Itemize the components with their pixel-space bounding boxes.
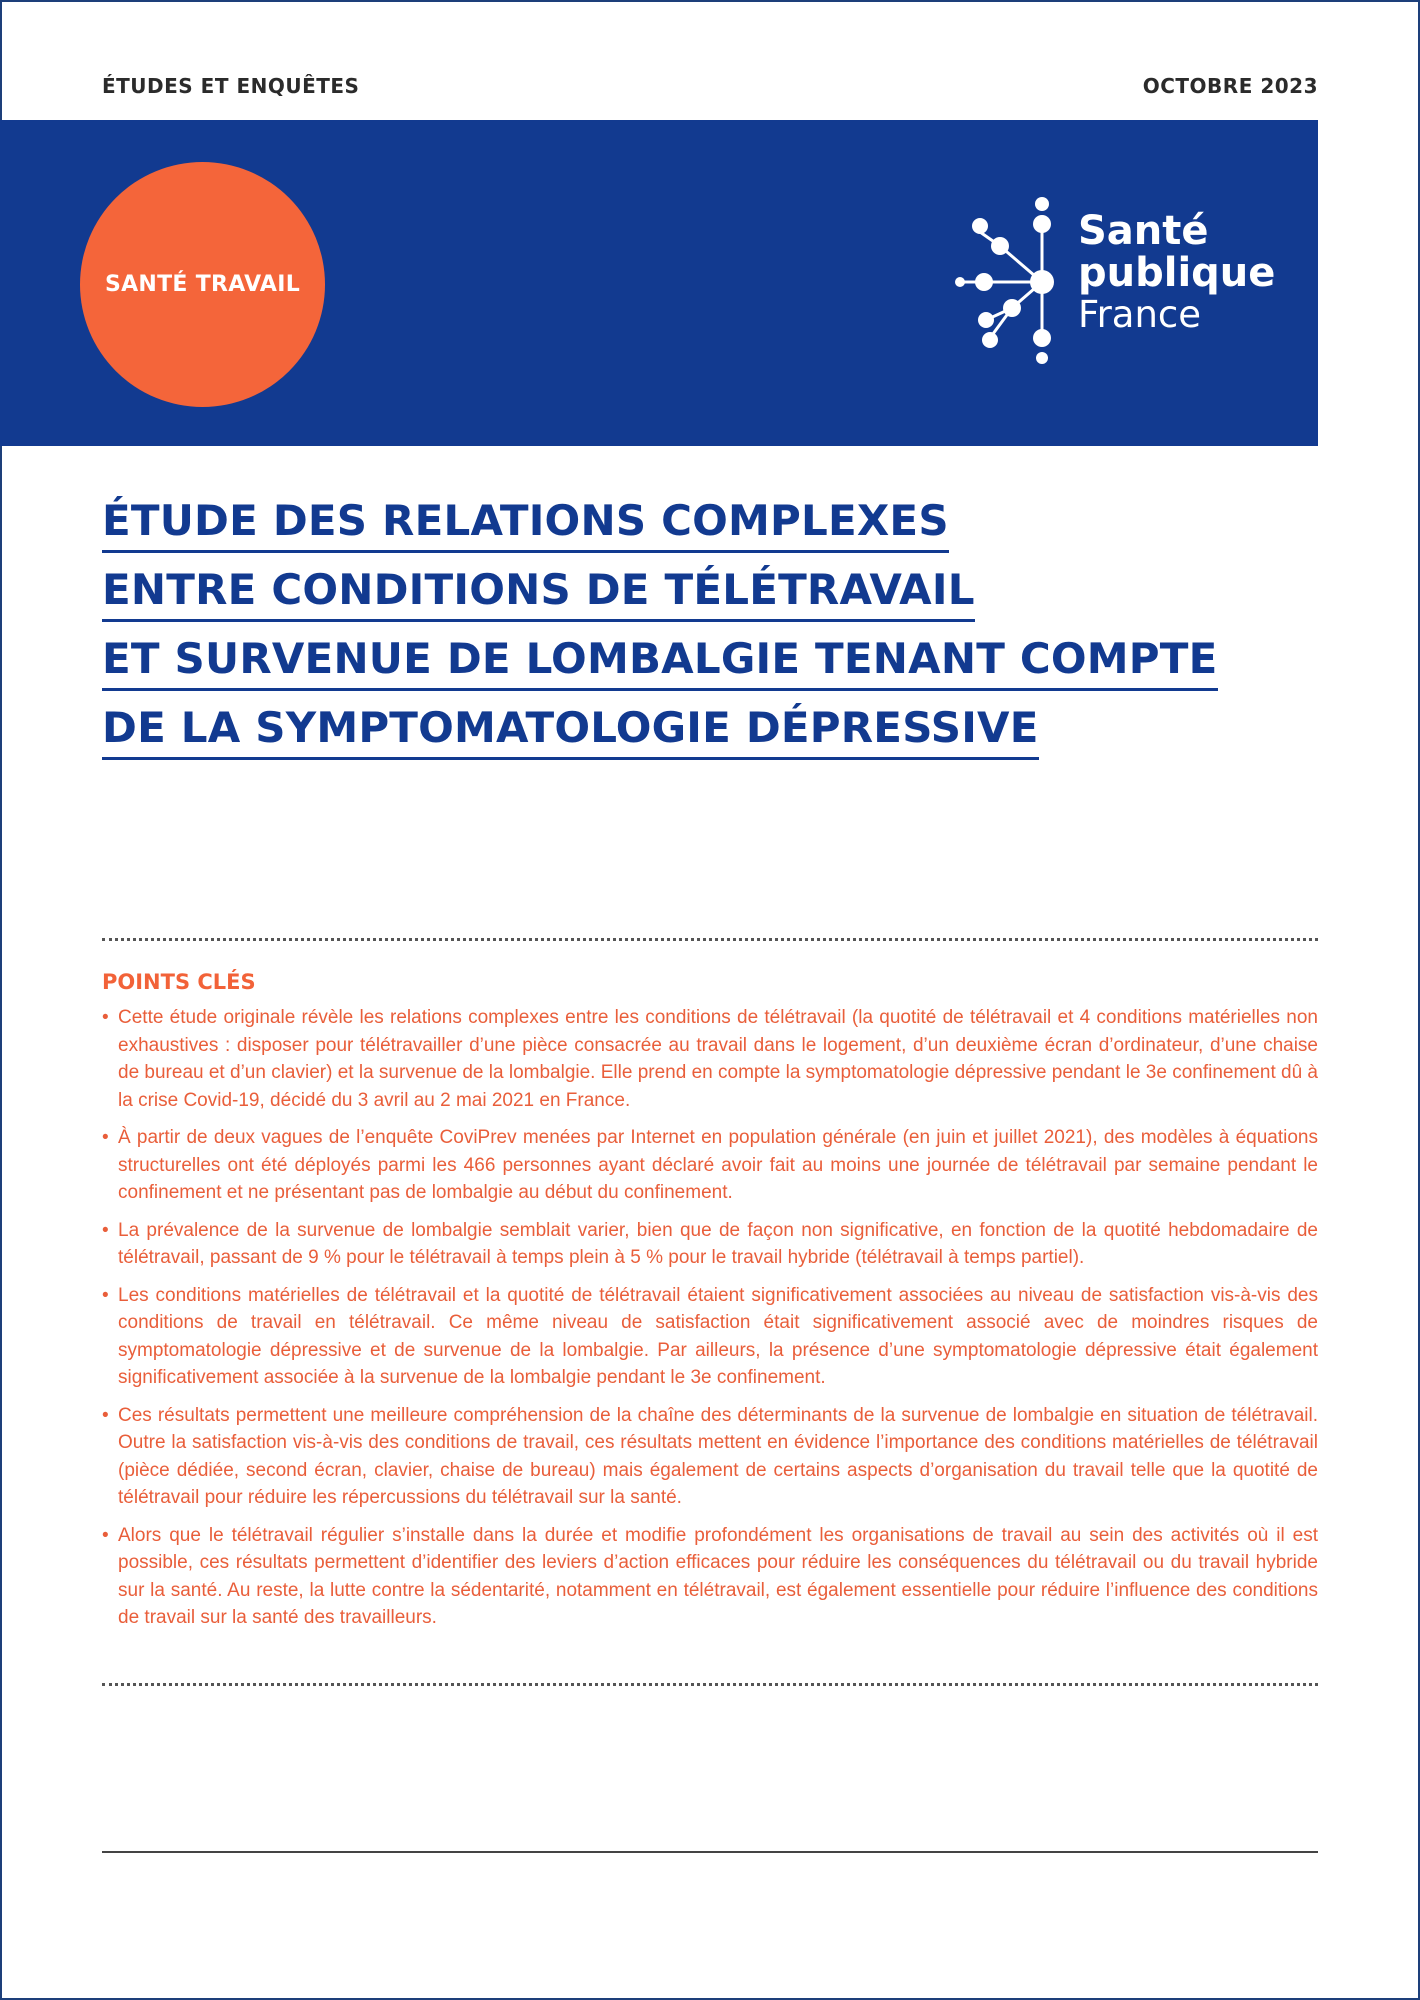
key-point-item: • Les conditions matérielles de télétravail et la quotité de télétravail étaient significativement associées au niveau de satisfaction vis-à-vis des conditions de travail en télétravail. Ce même niveau de satisfaction était significativement associé avec de moindres risques de symptomatologie dépressive et de survenue de la lombalgie. Par ailleurs, la présence d’une symptomatologie dépressive était également significativement associée à la survenue de la lombalgie pendant le 3e confinement. xyxy=(102,1282,1318,1392)
title-line: ET SURVENUE DE LOMBALGIE TENANT COMPTE xyxy=(102,634,1218,691)
network-dots-icon xyxy=(950,196,1075,366)
publication-date: OCTOBRE 2023 xyxy=(1142,74,1318,98)
key-point-item: • Ces résultats permettent une meilleure compréhension de la chaîne des déterminants de la survenue de lombalgie en situation de télétravail. Outre la satisfaction vis-à-vis des conditions de travail, ces résultats mettent en évidence l’importance des conditions matérielles de télétravail (pièce dédiée, second écran, clavier, chaise de bureau) mais également de certains aspects d’organisation du travail telle que la quotité de télétravail pour réduire les répercussions du télétravail sur la santé. xyxy=(102,1402,1318,1512)
logo-line-publique: publique xyxy=(1078,250,1276,296)
title-line: ENTRE CONDITIONS DE TÉLÉTRAVAIL xyxy=(102,565,975,622)
footer-rule xyxy=(102,1851,1318,1853)
dotted-divider-top xyxy=(102,938,1318,941)
title-line: ÉTUDE DES RELATIONS COMPLEXES xyxy=(102,496,949,553)
category-badge xyxy=(80,162,325,407)
dotted-divider-bottom xyxy=(102,1683,1318,1686)
key-point-item: • La prévalence de la survenue de lombalgie semblait varier, bien que de façon non significative, en fonction de la quotité hebdomadaire de télétravail, passant de 9 % pour le télétravail à temps plein à 5 % pour le travail hybride (télétravail à temps partiel). xyxy=(102,1217,1318,1272)
category-badge-label: SANTÉ TRAVAIL xyxy=(104,272,301,297)
title-line: DE LA SYMPTOMATOLOGIE DÉPRESSIVE xyxy=(102,703,1039,760)
publication-category: ÉTUDES ET ENQUÊTES xyxy=(102,74,360,98)
key-point-item: • À partir de deux vagues de l’enquête CoviPrev menées par Internet en population générale (en juin et juillet 2021), des modèles à équations structurelles ont été déployés parmi les 466 personnes ayant déclaré avoir fait au moins une journée de télétravail par semaine pendant le confinement et ne présentant pas de lombalgie au début du confinement. xyxy=(102,1124,1318,1207)
key-point-item: • Cette étude originale révèle les relations complexes entre les conditions de télétravail (la quotité de télétravail et 4 conditions matérielles non exhaustives : disposer pour télétravailler d’une pièce consacrée au travail dans le logement, d’un deuxième écran d’ordinateur, d’une chaise de bureau et d’un clavier) et la survenue de la lombalgie. Elle prend en compte la symptomatologie dépressive pendant le 3e confinement dû à la crise Covid-19, décidé du 3 avril au 2 mai 2021 en France. xyxy=(102,1004,1318,1114)
logo-wordmark xyxy=(1078,210,1275,336)
key-points-heading: POINTS CLÉS xyxy=(102,970,256,994)
sante-publique-france-logo xyxy=(950,196,1276,376)
key-points-list xyxy=(102,1004,1318,1642)
logo-line-france: France xyxy=(1078,293,1202,336)
logo-line-sante: Santé xyxy=(1078,208,1209,254)
document-title xyxy=(102,496,1252,772)
key-point-item: • Alors que le télétravail régulier s’installe dans la durée et modifie profondément les organisations de travail au sein des activités où il est possible, ces résultats permettent d’identifier des leviers d’action efficaces pour réduire les conséquences du télétravail ou du travail hybride sur la santé. Au reste, la lutte contre la sédentarité, notamment en télétravail, est également essentielle pour réduire l’influence des conditions de travail sur la santé des travailleurs. xyxy=(102,1522,1318,1632)
